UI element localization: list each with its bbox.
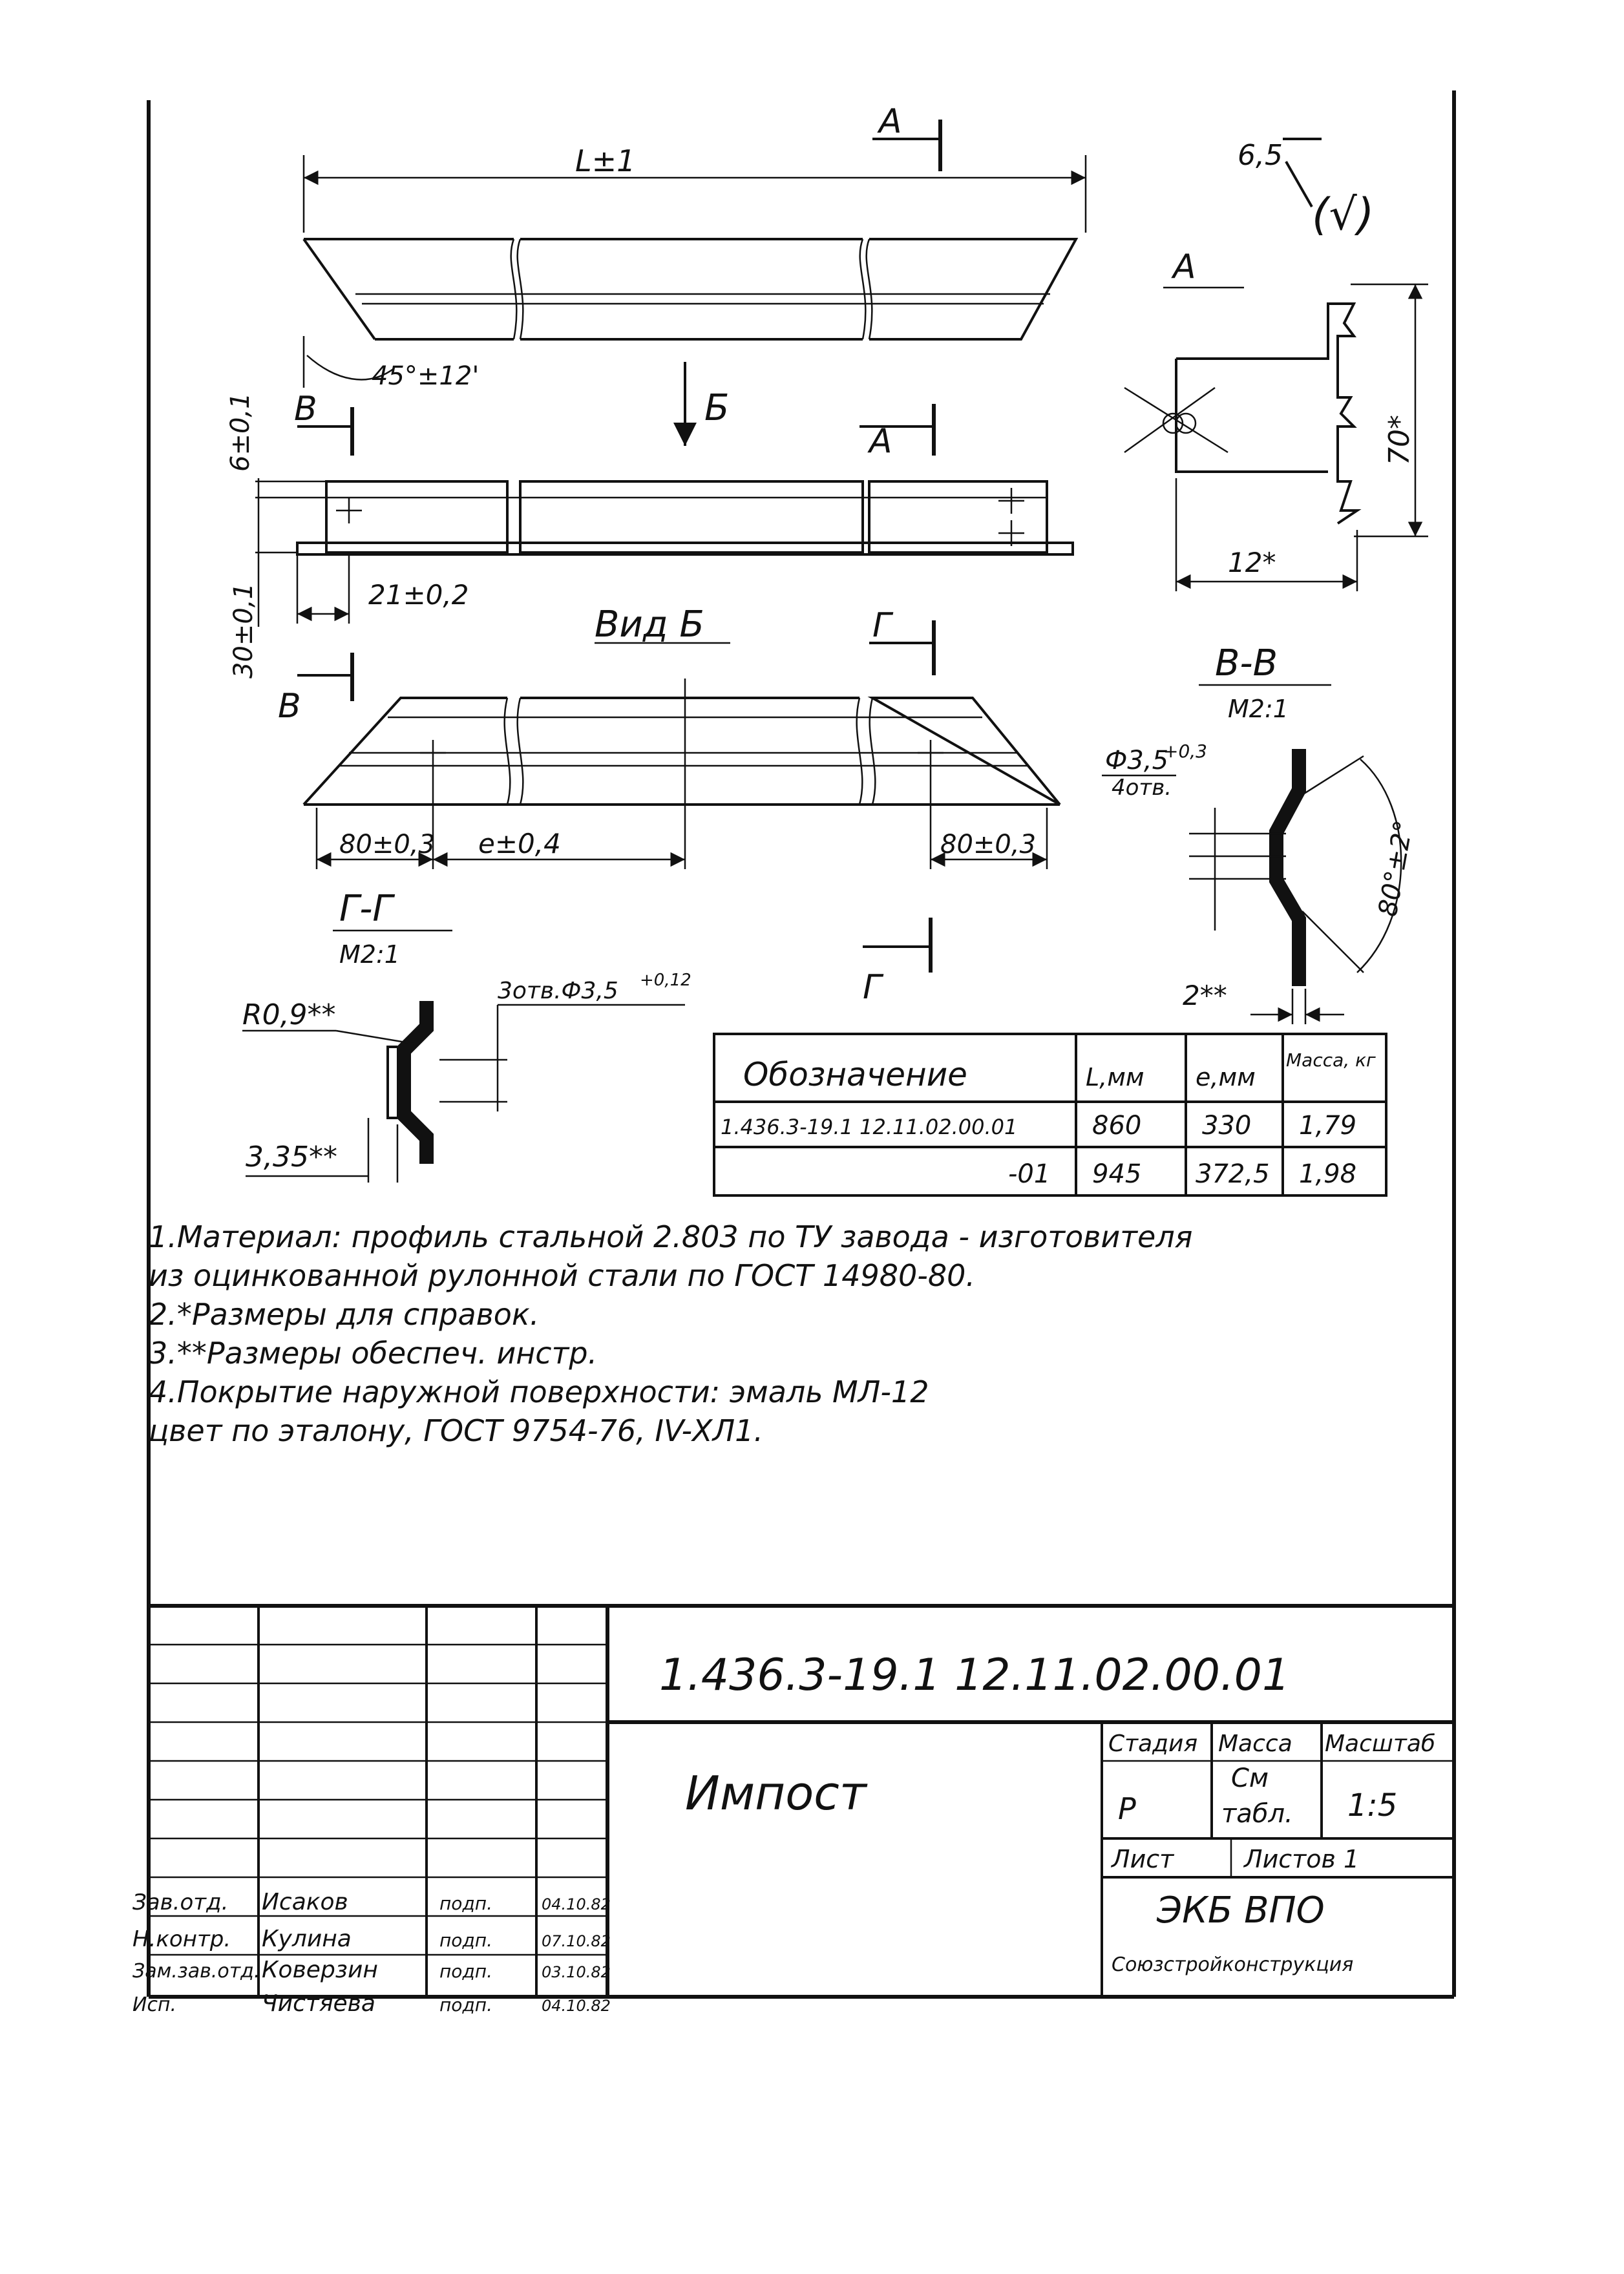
mass-value-1: См — [1231, 1763, 1269, 1793]
notes — [149, 1219, 1192, 1448]
table-header-mass: Масса, кг — [1286, 1049, 1376, 1071]
note-line-6: цвет по эталону, ГОСТ 9754-76, IV-ХЛ1. — [149, 1413, 764, 1448]
hole-tol-dim: +0,3 — [1163, 741, 1207, 762]
note-line-5: 4.Покрытие наружной поверхности: эмаль МЛ-12 — [149, 1374, 929, 1409]
table-cell-code-1: 1.436.3-19.1 12.11.02.00.01 — [721, 1115, 1018, 1139]
section-width-dim: 12* — [1228, 547, 1276, 578]
offset-dim: 21±0,2 — [368, 579, 469, 611]
roughness-mark: 6,5 — [1238, 139, 1283, 172]
hole-offset-left-dim: 80±0,3 — [339, 830, 436, 859]
sign-role-4: Исп. — [132, 1994, 177, 2016]
hole-offset-right-dim: 80±0,3 — [940, 830, 1037, 859]
top-view — [304, 102, 1086, 391]
section-vv — [1102, 642, 1419, 1024]
stage-value: Р — [1118, 1791, 1136, 1826]
title-block — [132, 1606, 1454, 2017]
table-header-e: e,мм — [1196, 1063, 1256, 1091]
angle-dim: 45°±12' — [372, 361, 480, 391]
table-cell-mass-1: 1,79 — [1299, 1111, 1357, 1141]
section-mark-v-bottom: В — [278, 687, 301, 726]
section-vv-title: В-В — [1215, 642, 1278, 684]
table-cell-code-2: -01 — [1008, 1159, 1051, 1189]
roughness-other: (√) — [1312, 189, 1375, 240]
table-cell-e-2: 372,5 — [1196, 1159, 1270, 1189]
sign-sign-4: подп. — [439, 1994, 493, 2016]
sign-date-1: 04.10.82 — [542, 1895, 611, 1913]
mass-value-2: табл. — [1221, 1799, 1293, 1829]
section-mark-v-top: В — [294, 390, 317, 428]
note-line-3: 2.*Размеры для справок. — [149, 1297, 540, 1332]
sign-sign-1: подп. — [439, 1893, 493, 1914]
sign-name-4: Чистяева — [262, 1990, 375, 2017]
sign-role-1: Зав.отд. — [132, 1890, 229, 1915]
sign-name-3: Коверзин — [262, 1957, 378, 1983]
sign-sign-3: подп. — [439, 1961, 493, 1982]
table-header-code: Обозначение — [743, 1056, 967, 1093]
note-line-2: из оцинкованной рулонной стали по ГОСТ 14980-80. — [149, 1258, 976, 1293]
view-b-title: Вид Б — [595, 604, 704, 646]
table-cell-l-1: 860 — [1092, 1111, 1142, 1141]
sign-date-3: 03.10.82 — [542, 1963, 611, 1981]
scale-label: Масштаб — [1325, 1731, 1436, 1757]
section-mark-g-bottom: Г — [863, 968, 881, 1007]
sheet-label: Лист — [1112, 1845, 1174, 1873]
section-gg-scale: М2:1 — [339, 940, 400, 969]
table-header-l: L,мм — [1086, 1063, 1144, 1091]
sign-role-3: Зам.зав.отд. — [132, 1960, 260, 1983]
sign-date-2: 07.10.82 — [542, 1932, 611, 1950]
hole-count-dim: 4отв. — [1112, 775, 1172, 801]
view-b — [304, 604, 1060, 1007]
sign-name-1: Исаков — [262, 1889, 348, 1915]
hole-d-dim: Ф3,5 — [1105, 746, 1169, 775]
height-top-dim: 6±0,1 — [226, 392, 255, 472]
section-vv-scale: М2:1 — [1228, 695, 1289, 723]
holes-gg-tol-dim: +0,12 — [640, 971, 691, 990]
org-sub: Союзстройконструкция — [1112, 1953, 1354, 1976]
depth-gg-dim: 3,35** — [246, 1141, 337, 1174]
sign-name-2: Кулина — [262, 1926, 352, 1952]
holes-gg-dim: 3отв.Ф3,5 — [498, 978, 618, 1004]
section-gg — [242, 888, 691, 1183]
thickness-dim: 2** — [1183, 980, 1227, 1011]
table-cell-l-2: 945 — [1092, 1159, 1142, 1189]
sign-role-2: Н.контр. — [132, 1926, 231, 1952]
section-a — [1124, 139, 1428, 591]
view-arrow-b: Б — [704, 387, 730, 429]
section-mark-a-top: А — [879, 102, 902, 141]
section-height-dim: 70* — [1383, 415, 1416, 465]
stage-label: Стадия — [1108, 1731, 1198, 1757]
section-a-title: А — [1173, 247, 1196, 286]
note-line-1: 1.Материал: профиль стальной 2.803 по ТУ завода - изготовителя — [149, 1219, 1193, 1254]
scale-value: 1:5 — [1347, 1787, 1398, 1824]
table-cell-e-1: 330 — [1202, 1111, 1252, 1141]
section-mark-a-bottom: А — [869, 422, 892, 461]
part-name: Импост — [685, 1766, 867, 1820]
sign-sign-2: подп. — [439, 1930, 493, 1951]
spacing-dim: e±0,4 — [478, 828, 561, 859]
section-gg-title: Г-Г — [339, 888, 393, 930]
spec-table — [714, 1034, 1386, 1195]
mass-label: Масса — [1218, 1731, 1292, 1757]
countersink-angle-dim: 80°±2° — [1373, 818, 1419, 919]
sheets-label: Листов 1 — [1244, 1845, 1360, 1873]
section-mark-g-top: Г — [872, 606, 891, 645]
height-total-dim: 30±0,1 — [229, 582, 258, 679]
org-name: ЭКБ ВПО — [1157, 1890, 1325, 1932]
radius-dim: R0,9** — [242, 998, 336, 1031]
length-dim: L±1 — [575, 143, 636, 178]
table-cell-mass-2: 1,98 — [1299, 1159, 1357, 1189]
sign-date-4: 04.10.82 — [542, 1997, 611, 2015]
note-line-4: 3.**Размеры обеспеч. инстр. — [149, 1336, 598, 1371]
doc-code: 1.436.3-19.1 12.11.02.00.01 — [659, 1650, 1291, 1701]
